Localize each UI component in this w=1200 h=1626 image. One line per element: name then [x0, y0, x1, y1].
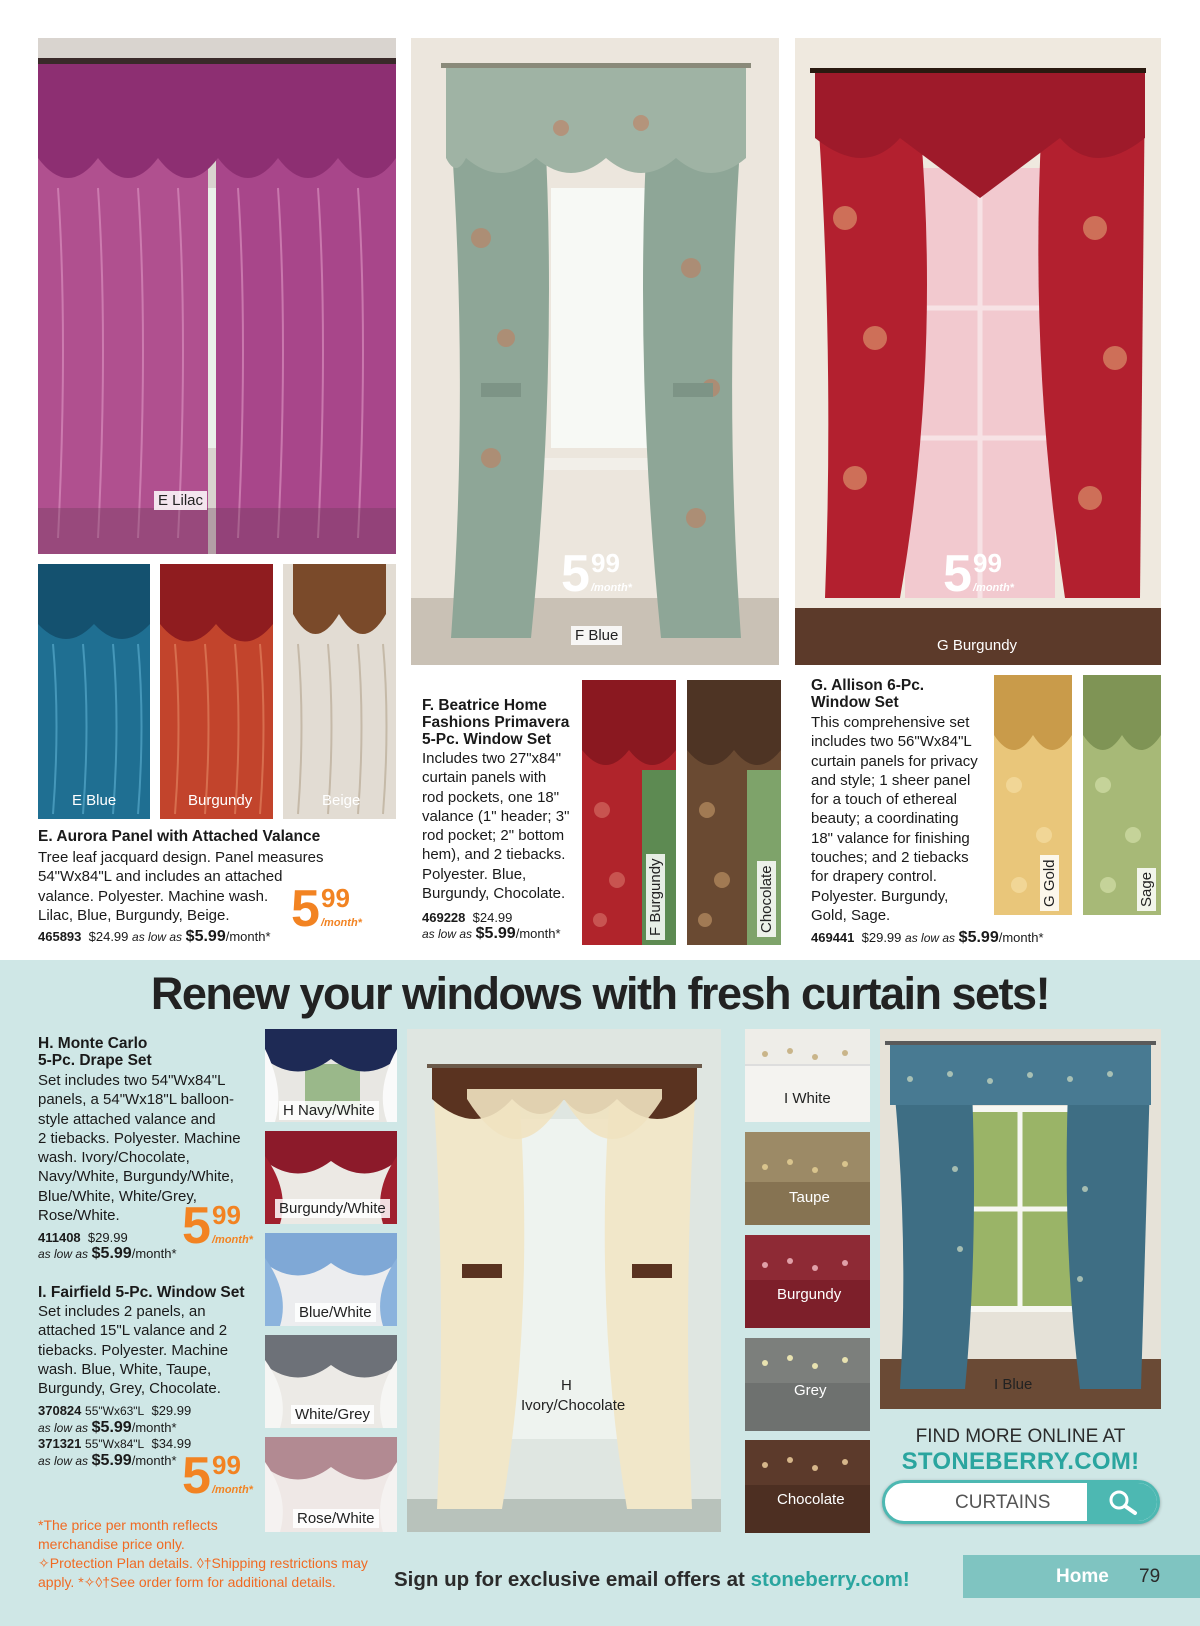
product-g-title-line: Window Set	[811, 694, 899, 711]
product-i-as-low-as-1: as low as	[38, 1420, 89, 1435]
product-i-size-2: 55"Wx84"L	[85, 1437, 145, 1451]
product-i-sku-1: 370824	[38, 1403, 82, 1418]
product-g-swatch-gold-caption: G Gold	[1040, 855, 1059, 911]
search-icon	[1107, 1488, 1139, 1521]
product-i-swatch-grey	[745, 1338, 870, 1431]
product-h-swatch-blue-white	[265, 1233, 397, 1326]
product-h-monthly: $5.99	[91, 1245, 132, 1262]
product-g-swatch-sage-caption: Sage	[1137, 868, 1156, 911]
product-h-swatch-navy-white	[265, 1029, 397, 1122]
product-i-swatch-taupe-caption: Taupe	[789, 1189, 830, 1206]
product-i-price-1: $29.99	[151, 1403, 192, 1418]
product-h-swatch-white-grey-caption: White/Grey	[291, 1405, 374, 1424]
product-i-big-price	[182, 1447, 262, 1506]
product-h-swatch-burgundy-white	[265, 1131, 397, 1224]
product-f-desc-line: Burgundy, Chocolate.	[422, 885, 566, 903]
product-g-per-month: /month*	[998, 930, 1044, 945]
product-g-sku: 469441	[811, 930, 855, 945]
product-e-description	[38, 848, 323, 925]
product-i-big-month: /month*	[212, 1484, 253, 1496]
product-g-sku-line	[811, 930, 1044, 946]
product-h-swatch-navy-white-caption: H Navy/White	[279, 1101, 379, 1120]
product-i-monthly-1: $5.99	[91, 1418, 132, 1436]
email-signup	[394, 1568, 910, 1592]
find-more-online: FIND MORE ONLINE AT	[915, 1426, 1126, 1447]
product-i-sku-lines	[38, 1403, 191, 1469]
product-h-title-line: H. Monte Carlo	[38, 1035, 148, 1052]
product-e-monthly: $5.99	[185, 928, 226, 945]
product-h-desc-line: Rose/White.	[38, 1207, 120, 1225]
product-f-sku: 469228	[422, 910, 466, 925]
product-f-desc-line: rod pockets, one 18"	[422, 788, 560, 806]
product-i-main-photo	[880, 1029, 1161, 1409]
product-i-swatch-chocolate-caption: Chocolate	[777, 1491, 845, 1508]
product-g-as-low-as: as low as	[905, 931, 956, 945]
product-g-swatch-gold	[994, 675, 1072, 915]
product-e-big-cents: 99	[321, 883, 350, 913]
search-button[interactable]	[1087, 1483, 1157, 1521]
product-g-main-caption: G Burgundy	[937, 637, 1018, 654]
product-e-big-price	[291, 880, 371, 939]
product-h-main-caption-letter: H	[561, 1377, 572, 1394]
product-i-desc-line: tiebacks. Polyester. Machine	[38, 1341, 229, 1359]
product-g-desc-line: touches; and 2 tiebacks	[811, 849, 969, 867]
product-h-title-line: 5-Pc. Drape Set	[38, 1052, 152, 1069]
product-i-swatch-white	[745, 1029, 870, 1122]
product-h-swatch-white-grey	[265, 1335, 397, 1428]
product-e-swatch-beige-caption: Beige	[322, 792, 361, 809]
product-h-big-dollars: 5	[182, 1197, 210, 1255]
product-e-big-dollars: 5	[291, 880, 319, 938]
search-input-text[interactable]: CURTAINS	[955, 1492, 1051, 1513]
product-g-desc-line: beauty; a coordinating	[811, 810, 959, 828]
product-h-per-month: /month*	[131, 1246, 177, 1261]
footer-tab	[963, 1555, 1200, 1598]
product-i-desc-line: wash. Blue, White, Taupe,	[38, 1360, 212, 1378]
product-i-desc-line: attached 15"L valance and 2	[38, 1322, 228, 1340]
product-g-swatch-sage	[1083, 675, 1161, 915]
product-i-big-cents: 99	[212, 1450, 241, 1480]
product-i-as-low-as-2: as low as	[38, 1453, 89, 1468]
product-f-desc-line: valance (1" header; 3"	[422, 807, 570, 825]
product-h-desc-line: Blue/White, White/Grey,	[38, 1187, 197, 1205]
product-h-big-price	[182, 1197, 262, 1256]
product-i-swatch-grey-caption: Grey	[794, 1382, 827, 1399]
footer-section: Home	[1056, 1566, 1109, 1587]
product-f-desc-line: curtain panels with	[422, 769, 547, 787]
product-g-title	[811, 677, 924, 711]
product-e-main-photo	[38, 38, 396, 554]
product-e-main-caption: E Lilac	[154, 491, 207, 510]
product-h-desc-line: 2 tiebacks. Polyester. Machine	[38, 1129, 241, 1147]
email-signup-link[interactable]: stoneberry.com!	[750, 1568, 910, 1591]
product-g-desc-line: Gold, Sage.	[811, 906, 891, 924]
footnote-line: apply. *✧◊†See order form for additional details.	[38, 1574, 336, 1590]
product-e-per-month: /month*	[225, 929, 271, 944]
product-f-photo-month: /month*	[591, 582, 632, 594]
product-h-as-low-as: as low as	[38, 1247, 89, 1261]
product-h-swatch-burgundy-white-caption: Burgundy/White	[275, 1199, 390, 1218]
product-e-as-low-as: as low as	[132, 930, 183, 944]
product-i-swatch-burgundy-caption: Burgundy	[777, 1286, 842, 1303]
product-e-swatch-blue	[38, 564, 150, 819]
product-i-description	[38, 1302, 228, 1398]
product-g-desc-line: for a touch of ethereal	[811, 791, 957, 809]
product-i-per-month-1: /month*	[131, 1419, 177, 1435]
product-i-swatch-white-caption: I White	[784, 1090, 831, 1107]
product-g-desc-line: includes two 56"Wx84"L	[811, 733, 972, 751]
product-g-description	[811, 713, 978, 925]
stoneberry-website[interactable]: STONEBERRY.COM!	[901, 1448, 1140, 1475]
product-h-desc-line: wash. Ivory/Chocolate,	[38, 1149, 190, 1167]
product-e-swatch-beige	[283, 564, 396, 819]
product-h-desc-line: Set includes two 54"Wx84"L	[38, 1072, 226, 1089]
product-i-desc-line: Burgundy, Grey, Chocolate.	[38, 1380, 221, 1398]
product-e-price: $24.99	[88, 929, 129, 944]
product-i-title: I. Fairfield 5-Pc. Window Set	[38, 1284, 245, 1301]
product-i-main-caption: I Blue	[994, 1376, 1033, 1393]
footnote-line: merchandise price only.	[38, 1536, 185, 1552]
product-e-swatch-burgundy-caption: Burgundy	[188, 792, 253, 809]
page-number: 79	[1139, 1566, 1161, 1587]
product-f-desc-line: Polyester. Blue,	[422, 865, 527, 883]
product-h-swatch-blue-white-caption: Blue/White	[295, 1303, 376, 1322]
product-f-price: $24.99	[472, 910, 513, 925]
product-h-big-month: /month*	[212, 1234, 253, 1246]
product-h-main-photo	[407, 1029, 721, 1532]
search-box[interactable]	[882, 1480, 1160, 1524]
product-e-big-month: /month*	[321, 917, 362, 929]
product-f-desc-line: hem), and 2 tiebacks.	[422, 846, 566, 864]
product-f-swatch-chocolate-caption: Chocolate	[757, 861, 776, 937]
product-f-photo-dollars: 5	[561, 545, 589, 603]
section-headline: Renew your windows with fresh curtain sets!	[150, 968, 1050, 1019]
product-g-price: $29.99	[861, 930, 902, 945]
product-i-per-month-2: /month*	[131, 1452, 177, 1468]
product-g-title-line: G. Allison 6-Pc.	[811, 677, 925, 694]
product-e-sku: 465893	[38, 929, 82, 944]
product-h-main-caption-color: Ivory/Chocolate	[521, 1397, 626, 1414]
product-f-sku-line	[422, 910, 561, 942]
email-signup-text: Sign up for exclusive email offers at	[394, 1568, 745, 1591]
product-f-main-caption: F Blue	[571, 626, 622, 645]
product-f-photo-cents: 99	[591, 548, 620, 578]
product-g-photo-month: /month*	[973, 582, 1014, 594]
product-h-big-cents: 99	[212, 1200, 241, 1230]
product-f-desc-line: rod pocket; 2" bottom	[422, 827, 565, 845]
product-g-monthly: $5.99	[958, 929, 999, 946]
product-h-desc-line: style attached valance and	[38, 1110, 216, 1128]
product-i-swatch-taupe	[745, 1132, 870, 1225]
product-i-swatch-burgundy	[745, 1235, 870, 1328]
product-g-desc-line: This comprehensive set	[811, 714, 970, 731]
product-g-main-photo	[795, 38, 1161, 665]
product-i-desc-line: Set includes 2 panels, an	[38, 1303, 206, 1320]
product-i-price-2: $34.99	[151, 1436, 192, 1451]
product-e-title: E. Aurora Panel with Attached Valance	[38, 828, 321, 845]
product-f-description	[422, 749, 569, 903]
product-f-main-photo	[411, 38, 779, 665]
product-e-desc-line: valance. Polyester. Machine wash.	[38, 887, 269, 905]
product-i-size-1: 55"Wx63"L	[85, 1404, 145, 1418]
product-g-desc-line: Polyester. Burgundy,	[811, 887, 949, 905]
product-f-as-low-as: as low as	[422, 927, 473, 941]
product-g-photo-price	[943, 545, 1033, 604]
footnote-line: *The price per month reflects	[38, 1517, 218, 1533]
product-g-desc-line: curtain panels for privacy	[811, 752, 978, 770]
product-g-desc-line: for drapery control.	[811, 868, 937, 886]
product-e-desc-line: 54"Wx84"L and includes an attached	[38, 868, 283, 886]
product-i-swatch-chocolate	[745, 1440, 870, 1533]
product-f-desc-line: Includes two 27"x84"	[422, 750, 562, 767]
product-f-swatch-chocolate	[687, 680, 781, 945]
product-e-sku-line	[38, 929, 271, 945]
product-e-swatch-blue-caption: E Blue	[72, 792, 117, 809]
product-h-desc-line: Navy/White, Burgundy/White,	[38, 1168, 234, 1186]
product-f-title-line: Fashions Primavera	[422, 714, 570, 731]
product-f-swatch-burgundy-caption: F Burgundy	[646, 854, 665, 940]
footnotes	[38, 1516, 368, 1592]
product-e-desc-line: Tree leaf jacquard design. Panel measures	[38, 849, 324, 866]
footnote-line: ✧Protection Plan details. ◊†Shipping restrictions may	[38, 1555, 368, 1571]
product-f-photo-price	[561, 545, 651, 604]
product-f-swatch-burgundy	[582, 680, 676, 945]
product-i-big-dollars: 5	[182, 1447, 210, 1505]
product-g-desc-line: and style; 1 sheer panel	[811, 771, 971, 789]
product-i-monthly-2: $5.99	[91, 1451, 132, 1469]
product-h-price: $29.99	[87, 1230, 128, 1245]
product-g-photo-cents: 99	[973, 548, 1002, 578]
product-e-desc-line: Lilac, Blue, Burgundy, Beige.	[38, 906, 230, 924]
product-f-title	[422, 697, 569, 748]
product-g-desc-line: 18" valance for finishing	[811, 829, 970, 847]
product-f-title-line: F. Beatrice Home	[422, 697, 547, 714]
product-f-monthly: $5.99	[475, 925, 516, 942]
product-h-swatch-rose-white-caption: Rose/White	[293, 1509, 379, 1528]
product-e-swatch-burgundy	[160, 564, 273, 819]
product-f-per-month: /month*	[515, 926, 561, 941]
product-h-sku-line	[38, 1230, 177, 1262]
product-h-title	[38, 1035, 152, 1069]
product-h-desc-line: panels, a 54"Wx18"L balloon-	[38, 1091, 235, 1109]
product-i-sku-2: 371321	[38, 1436, 82, 1451]
product-f-title-line: 5-Pc. Window Set	[422, 731, 552, 748]
product-g-photo-dollars: 5	[943, 545, 971, 603]
product-h-sku: 411408	[38, 1230, 81, 1245]
